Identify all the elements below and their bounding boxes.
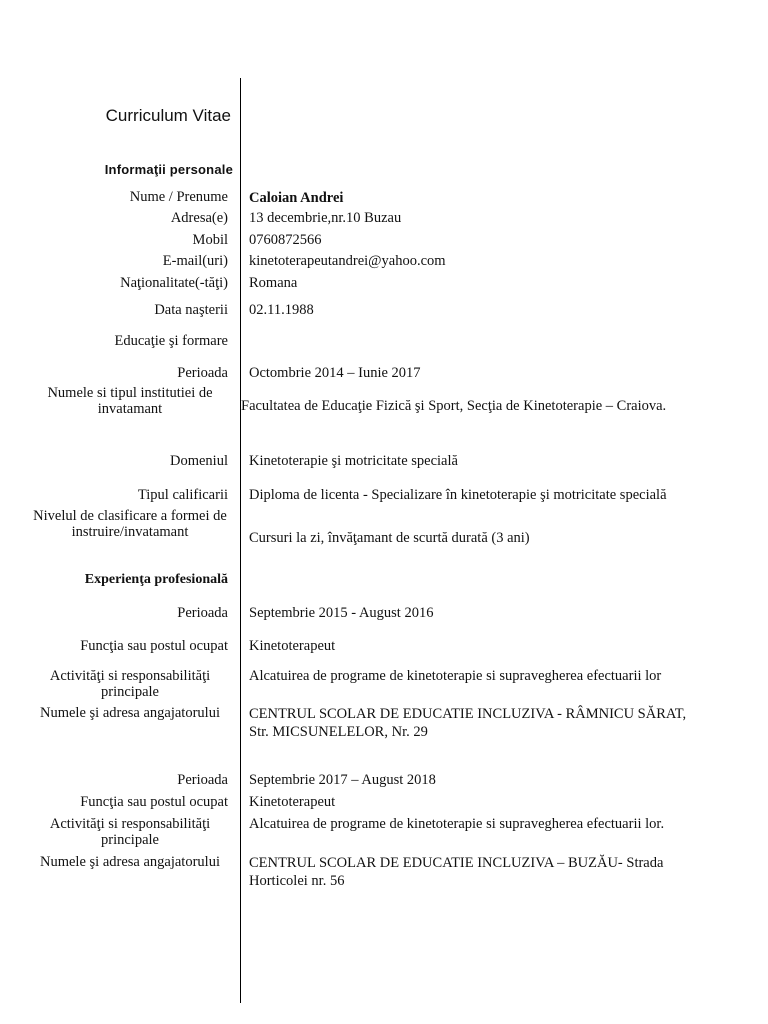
job2-period-label: Perioada [177, 772, 228, 788]
email-value: kinetoterapeutandrei@yahoo.com [249, 253, 446, 269]
job1-position-label: Funcţia sau postul ocupat [80, 638, 228, 654]
email-label: E-mail(uri) [162, 253, 228, 269]
edu-period-label: Perioada [177, 365, 228, 381]
job2-employer-label: Numele şi adresa angajatorului [40, 854, 220, 870]
mobile-label: Mobil [192, 232, 228, 248]
job2-employer-value: CENTRUL SCOLAR DE EDUCATIE INCLUZIVA – BUZĂU- Strada Horticolei nr. 56 [249, 855, 664, 889]
name-value: Caloian Andrei [249, 190, 344, 206]
page-title: Curriculum Vitae [105, 106, 231, 125]
mobile-value: 0760872566 [249, 232, 322, 248]
qualification-value: Diploma de licenta - Specializare în kinetoterapie şi motricitate specială [249, 487, 667, 503]
domain-value: Kinetoterapie şi motricitate specială [249, 453, 458, 469]
institution-value: Facultatea de Educaţie Fizică şi Sport, Secţia de Kinetoterapie – Craiova. [241, 398, 667, 414]
level-label: Nivelul de clasificare a formei de instruire/invatamant [33, 508, 227, 540]
address-value: 13 decembrie,nr.10 Buzau [249, 210, 402, 226]
edu-period-value: Octombrie 2014 – Iunie 2017 [249, 365, 421, 381]
job1-period-label: Perioada [177, 605, 228, 621]
birth-value: 02.11.1988 [249, 302, 314, 318]
nationality-label: Naţionalitate(-tăţi) [120, 275, 228, 291]
domain-label: Domeniul [170, 453, 228, 469]
level-value: Cursuri la zi, învăţamant de scurtă durată (3 ani) [249, 530, 530, 546]
job1-employer-label: Numele şi adresa angajatorului [40, 705, 220, 721]
section-heading-education: Educaţie şi formare [114, 333, 228, 349]
job1-activities-value: Alcatuirea de programe de kinetoterapie si supravegherea efectuarii lor [249, 668, 662, 684]
birth-label: Data naşterii [154, 302, 228, 318]
job2-activities-value: Alcatuirea de programe de kinetoterapie si supravegherea efectuarii lor. [249, 816, 665, 832]
job2-activities-label: Activităţi si responsabilităţi principale [49, 816, 211, 848]
column-divider [240, 78, 241, 1003]
job1-activities-label: Activităţi si responsabilităţi principale [49, 668, 211, 700]
name-label: Nume / Prenume [129, 189, 228, 205]
section-heading-personal: Informaţii personale [104, 162, 233, 177]
job2-position-value: Kinetoterapeut [249, 794, 336, 810]
institution-label: Numele si tipul institutiei de invatamant [47, 385, 213, 417]
job1-position-value: Kinetoterapeut [249, 638, 336, 654]
job1-employer-value: CENTRUL SCOLAR DE EDUCATIE INCLUZIVA - RÂMNICU SĂRAT, Str. MICSUNELELOR, Nr. 29 [249, 706, 687, 740]
job2-position-label: Funcţia sau postul ocupat [80, 794, 228, 810]
job1-period-value: Septembrie 2015 - August 2016 [249, 605, 434, 621]
address-label: Adresa(e) [170, 210, 228, 226]
qualification-label: Tipul calificarii [137, 487, 228, 503]
section-heading-experience: Experienţa profesională [84, 572, 228, 587]
job2-period-value: Septembrie 2017 – August 2018 [249, 772, 436, 788]
nationality-value: Romana [249, 275, 298, 291]
